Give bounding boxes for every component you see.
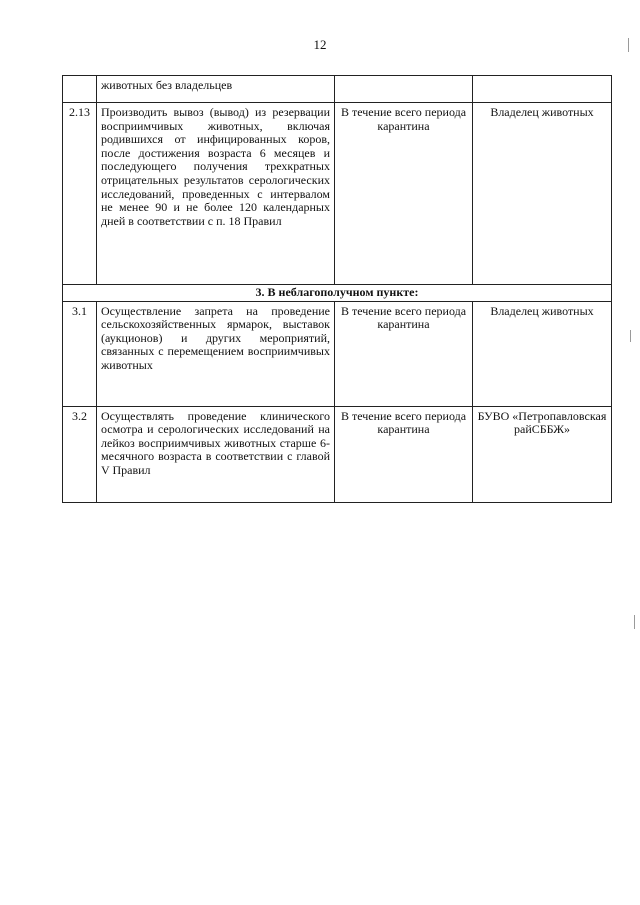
measure-responsible: Владелец животных: [473, 301, 612, 406]
page-number: 12: [313, 37, 327, 52]
measure-responsible: БУВО «Петропавловская райСББЖ»: [473, 406, 612, 502]
table-row: [63, 301, 612, 406]
row-number: [63, 76, 97, 103]
section-header-row: [63, 285, 612, 302]
measure-text: Осуществлять проведение клинического осмотра и серологических исследований на лейкоз восприимчивых животных старше 6-месячного возраста в соответствии с главой V Правил: [97, 406, 335, 502]
measure-term: В течение всего периода карантина: [335, 301, 473, 406]
row-number: 3.1: [63, 301, 97, 406]
measure-text: Осуществление запрета на проведение сельскохозяйственных ярмарок, выставок (аукционов) и других мероприятий, связанных с перемещением восприимчивых животных: [97, 301, 335, 406]
measure-responsible: Владелец животных: [473, 103, 612, 285]
row-number: 2.13: [63, 103, 97, 285]
measure-responsible: [473, 76, 612, 103]
measure-term: В течение всего периода карантина: [335, 406, 473, 502]
measure-term: В течение всего периода карантина: [335, 103, 473, 285]
quarantine-measures-table: [62, 75, 612, 503]
table-row: [63, 406, 612, 502]
measure-term: [335, 76, 473, 103]
section-title: 3. В неблагополучном пункте:: [63, 285, 612, 302]
scan-mark: [634, 615, 635, 629]
scan-mark: [628, 38, 629, 52]
table-row: [63, 103, 612, 285]
row-number: 3.2: [63, 406, 97, 502]
scan-mark: [630, 330, 631, 342]
measure-text: животных без владельцев: [97, 76, 335, 103]
measure-text: Производить вывоз (вывод) из резервации восприимчивых животных, включая родившихся от инфицированных коров, после достижения возраста 6 месяцев и последующего получения трехкратных отрицательных результатов серологических исследований, проведенных с интервалом не менее 90 и не более 120 календарных дней в соответствии с п. 18 Правил: [97, 103, 335, 285]
table-row: [63, 76, 612, 103]
